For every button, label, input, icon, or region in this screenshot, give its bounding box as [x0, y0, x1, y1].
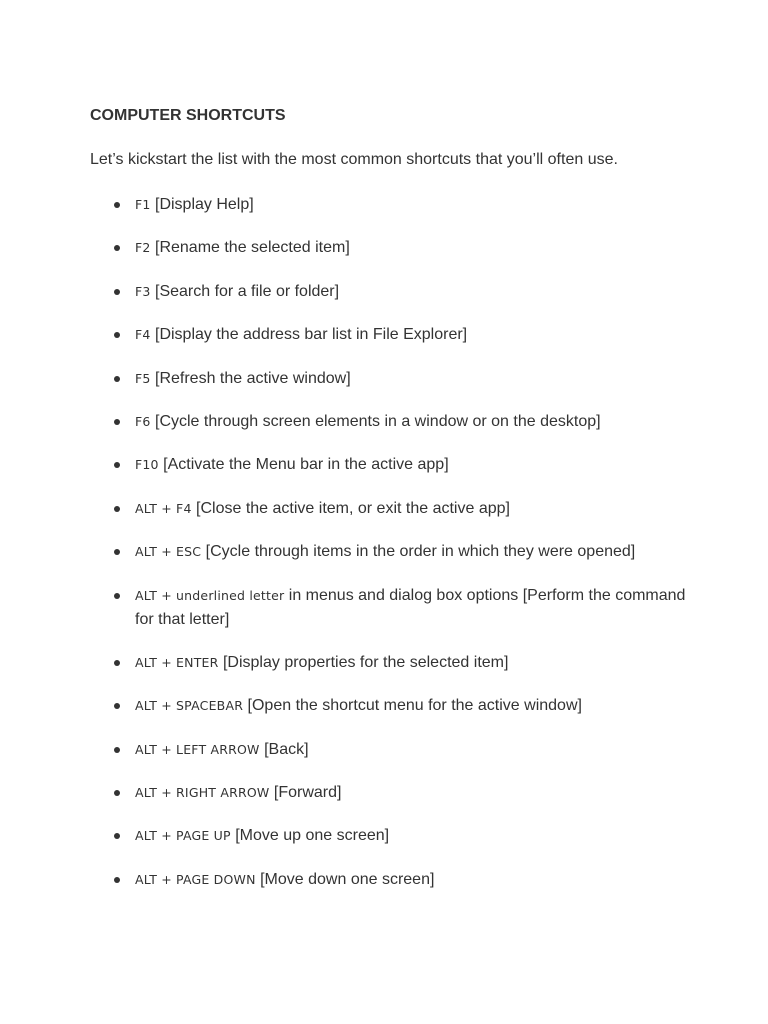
- bullet-icon: [114, 245, 120, 251]
- shortcut-description: [Back]: [259, 740, 309, 758]
- list-item: [135, 738, 690, 762]
- shortcut-key: ALT + underlined letter: [135, 587, 285, 603]
- list-item: [135, 868, 690, 892]
- list-item: [135, 323, 690, 347]
- bullet-icon: [114, 289, 120, 295]
- shortcut-key: ALT + PAGE UP: [135, 828, 231, 844]
- list-item: [135, 410, 690, 434]
- shortcut-key: ALT + RIGHT ARROW: [135, 785, 270, 801]
- bullet-icon: [114, 747, 120, 753]
- shortcut-description: [Activate the Menu bar in the active app]: [158, 456, 449, 474]
- shortcut-key: ALT + F4: [135, 500, 192, 516]
- shortcut-description: [Cycle through items in the order in which they were opened]: [201, 543, 636, 561]
- bullet-icon: [114, 660, 120, 666]
- shortcut-description: in menus and dialog box options [Perform the command for that letter]: [135, 586, 686, 628]
- bullet-icon: [114, 506, 120, 512]
- list-item: [135, 824, 690, 848]
- shortcut-description: [Display the address bar list in File Explorer]: [150, 326, 468, 344]
- shortcut-description: [Move down one screen]: [255, 870, 435, 888]
- list-item: [135, 781, 690, 805]
- list-item: [135, 651, 690, 675]
- bullet-icon: [114, 790, 120, 796]
- shortcut-key: F6: [135, 413, 151, 429]
- shortcut-key: F2: [135, 240, 151, 256]
- bullet-icon: [114, 202, 120, 208]
- article-content: [90, 104, 690, 911]
- list-item: [135, 367, 690, 391]
- shortcut-key: F1: [135, 197, 151, 212]
- shortcut-description: [Display properties for the selected item]: [218, 653, 509, 671]
- list-item: [135, 497, 690, 521]
- list-item: [135, 540, 690, 564]
- shortcut-key: ALT + LEFT ARROW: [135, 741, 260, 757]
- bullet-icon: [114, 376, 120, 382]
- bullet-icon: [114, 703, 120, 709]
- shortcut-description: [Cycle through screen elements in a window or on the desktop]: [150, 412, 601, 430]
- shortcut-description: [Forward]: [269, 784, 342, 802]
- bullet-icon: [114, 462, 120, 468]
- shortcut-key: F4: [135, 327, 151, 343]
- bullet-icon: [114, 833, 120, 839]
- shortcut-description: [Open the shortcut menu for the active window]: [243, 697, 582, 715]
- bullet-icon: [114, 549, 120, 555]
- bullet-icon: [114, 419, 120, 425]
- shortcut-description: [Search for a file or folder]: [150, 282, 340, 300]
- shortcut-description: [Move up one screen]: [230, 827, 390, 845]
- list-item: [135, 236, 690, 260]
- list-item: [135, 193, 690, 217]
- list-item: [135, 694, 690, 718]
- shortcut-key: ALT + SPACEBAR: [135, 698, 244, 714]
- list-item: [135, 584, 690, 632]
- intro-paragraph: Let’s kickstart the list with the most common shortcuts that you’ll often use.: [90, 151, 618, 168]
- shortcut-description: [Refresh the active window]: [150, 369, 351, 387]
- shortcut-key: F10: [135, 457, 159, 473]
- shortcut-description: [Close the active item, or exit the active app]: [191, 499, 510, 517]
- bullet-icon: [114, 332, 120, 338]
- shortcut-description: [Display Help]: [150, 196, 254, 213]
- bullet-icon: [114, 877, 120, 883]
- shortcut-key: ALT + ENTER: [135, 654, 219, 670]
- shortcut-list: [90, 193, 690, 892]
- shortcut-key: F3: [135, 283, 151, 299]
- list-item: [135, 280, 690, 304]
- shortcut-description: [Rename the selected item]: [150, 239, 350, 257]
- bullet-icon: [114, 593, 120, 599]
- shortcut-key: ALT + ESC: [135, 544, 202, 560]
- shortcut-key: F5: [135, 370, 151, 386]
- list-item: [135, 453, 690, 477]
- shortcut-key: ALT + PAGE DOWN: [135, 871, 256, 887]
- section-heading: COMPUTER SHORTCUTS: [90, 107, 286, 124]
